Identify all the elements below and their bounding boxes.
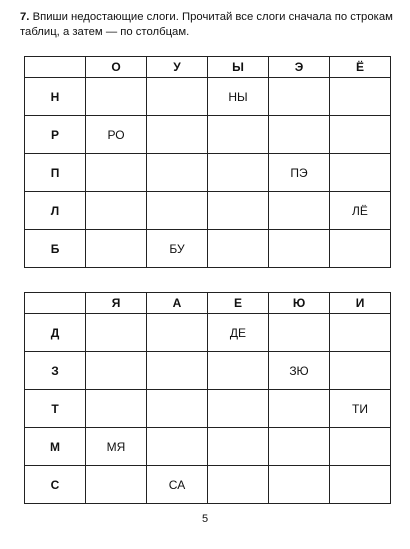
syllable-cell[interactable] [86,230,147,268]
syllable-cell[interactable]: СА [147,466,208,504]
syllable-cell[interactable] [86,314,147,352]
table-row [25,116,391,154]
syllable-cell[interactable] [330,154,391,192]
syllable-cell[interactable] [330,466,391,504]
row-header-cell: Л [25,192,86,230]
table-row [25,192,391,230]
table-row [25,78,391,116]
task-instruction [20,10,398,40]
syllable-cell[interactable] [208,390,269,428]
syllable-cell[interactable]: ЛЁ [330,192,391,230]
syllable-table-1 [24,56,391,268]
syllable-cell[interactable] [269,314,330,352]
header-cell: И [330,293,391,314]
syllable-cell[interactable]: РО [86,116,147,154]
syllable-cell[interactable]: ПЭ [269,154,330,192]
table-header-row [25,57,391,78]
syllable-cell[interactable] [86,154,147,192]
syllable-cell[interactable] [208,154,269,192]
syllable-cell[interactable] [208,428,269,466]
syllable-cell[interactable] [208,466,269,504]
syllable-cell[interactable] [147,352,208,390]
syllable-cell[interactable] [269,192,330,230]
row-header-cell: Б [25,230,86,268]
header-cell [25,293,86,314]
syllable-cell[interactable] [208,352,269,390]
header-cell: Ы [208,57,269,78]
task-number: 7. [20,11,30,23]
table-row [25,352,391,390]
syllable-cell[interactable] [147,314,208,352]
syllable-cell[interactable] [269,390,330,428]
syllable-cell[interactable] [147,78,208,116]
row-header-cell: Р [25,116,86,154]
syllable-cell[interactable] [208,230,269,268]
row-header-cell: Н [25,78,86,116]
syllable-cell[interactable] [330,116,391,154]
syllable-table-2 [24,292,391,504]
header-cell: У [147,57,208,78]
table-row [25,230,391,268]
table-row [25,428,391,466]
header-cell: Э [269,57,330,78]
table-header-row [25,293,391,314]
syllable-cell[interactable] [269,78,330,116]
syllable-cell[interactable] [330,78,391,116]
header-cell: Ю [269,293,330,314]
syllable-cell[interactable]: ДЕ [208,314,269,352]
header-cell: А [147,293,208,314]
header-cell: Я [86,293,147,314]
row-header-cell: М [25,428,86,466]
header-cell [25,57,86,78]
header-cell: Ё [330,57,391,78]
header-cell: О [86,57,147,78]
syllable-cell[interactable] [147,116,208,154]
syllable-cell[interactable] [330,230,391,268]
syllable-cell[interactable] [330,352,391,390]
row-header-cell: П [25,154,86,192]
row-header-cell: Т [25,390,86,428]
syllable-cell[interactable] [147,192,208,230]
syllable-cell[interactable]: БУ [147,230,208,268]
task-text: Впиши недостающие слоги. Прочитай все слоги сначала по строкам таблиц, а затем — по столбцам. [20,11,393,38]
syllable-cell[interactable]: ТИ [330,390,391,428]
syllable-cell[interactable]: НЫ [208,78,269,116]
syllable-cell[interactable] [86,192,147,230]
syllable-cell[interactable] [86,78,147,116]
syllable-cell[interactable] [330,314,391,352]
syllable-cell[interactable] [269,230,330,268]
syllable-cell[interactable] [208,116,269,154]
table-row [25,154,391,192]
table-row [25,466,391,504]
table-row [25,314,391,352]
syllable-cell[interactable] [147,390,208,428]
syllable-cell[interactable] [208,192,269,230]
header-cell: Е [208,293,269,314]
syllable-cell[interactable] [147,154,208,192]
syllable-cell[interactable] [269,428,330,466]
row-header-cell: Д [25,314,86,352]
syllable-cell[interactable]: ЗЮ [269,352,330,390]
syllable-cell[interactable]: МЯ [86,428,147,466]
syllable-cell[interactable] [269,466,330,504]
syllable-cell[interactable] [147,428,208,466]
syllable-cell[interactable] [330,428,391,466]
page-number: 5 [201,513,209,525]
syllable-cell[interactable] [86,352,147,390]
syllable-cell[interactable] [86,390,147,428]
syllable-cell[interactable] [86,466,147,504]
syllable-cell[interactable] [269,116,330,154]
row-header-cell: С [25,466,86,504]
row-header-cell: З [25,352,86,390]
table-row [25,390,391,428]
